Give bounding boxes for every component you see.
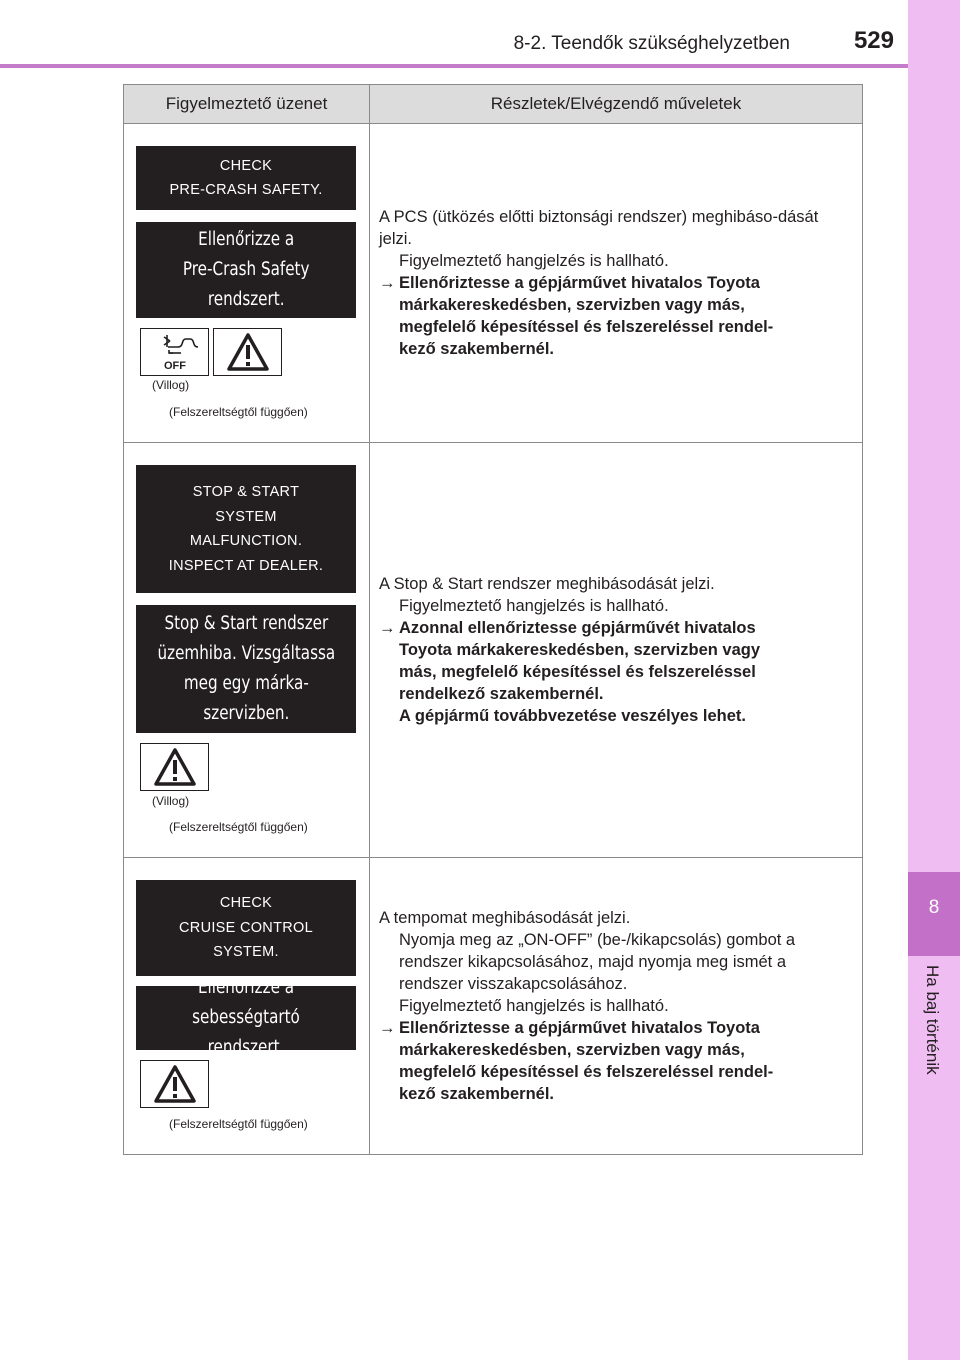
- arrow-icon: →: [379, 274, 396, 292]
- instruction-text: Nyomja meg az „ON-OFF” (be-/kikapcsolás) gombot a rendszer kikapcsolásához, majd nyomja meg ismét a rendszer visszakapcsolásához.: [399, 931, 796, 993]
- action-text: Azonnal ellenőriztesse gépjárművét hivatalos Toyota márkakereskedésben, szervizben vagy más, megfelelő képesítéssel és felszereléssel rendelkező szakembernél. A gépjármű továbbvezetése veszélyes lehet.: [399, 619, 761, 725]
- master-warning-indicator: [213, 328, 282, 376]
- equipment-note: (Felszereltségtől függően): [169, 405, 308, 419]
- display-message-hungarian: Ellenőrizze a sebességtartó rendszert.: [136, 986, 356, 1050]
- display-message-english: STOP & START SYSTEM MALFUNCTION. INSPECT AT DEALER.: [136, 465, 356, 593]
- chapter-side-tab: [908, 0, 960, 1360]
- table-header-row: [124, 85, 863, 124]
- table-row: [124, 124, 863, 443]
- equipment-note: (Felszereltségtől függően): [169, 820, 308, 834]
- table-row: [124, 443, 863, 858]
- column-header-message: Figyelmeztető üzenet: [124, 85, 370, 124]
- equipment-note: (Felszereltségtől függően): [169, 1117, 308, 1131]
- warning-triangle-icon: [153, 747, 197, 787]
- display-message-english: CHECK PRE-CRASH SAFETY.: [136, 146, 356, 210]
- beep-note: Figyelmeztető hangjelzés is hallható.: [399, 997, 669, 1015]
- action-line: [379, 1017, 846, 1105]
- warning-triangle-icon: [153, 1064, 197, 1104]
- blink-note: (Villog): [152, 794, 190, 808]
- master-warning-indicator: [140, 1060, 209, 1108]
- details-cell: [370, 858, 863, 1155]
- details-cell: [370, 443, 863, 858]
- column-header-details: Részletek/Elvégzendő műveletek: [370, 85, 863, 124]
- warning-message-cell: [124, 858, 370, 1155]
- pcs-off-indicator: [140, 328, 209, 376]
- beep-note: Figyelmeztető hangjelzés is hallható.: [399, 597, 669, 615]
- warning-message-table: [123, 84, 863, 1155]
- blink-note: (Villog): [152, 378, 190, 392]
- details-cell: [370, 124, 863, 443]
- page-number: 529: [853, 27, 894, 54]
- arrow-icon: →: [379, 1019, 396, 1037]
- description-text: A Stop & Start rendszer meghibásodását jelzi.: [379, 575, 715, 593]
- action-text: Ellenőriztesse a gépjárművet hivatalos Toyota márkakereskedésben, szervizben vagy más, megfelelő képesítéssel és felszereléssel rendel- kező szakembernél.: [399, 1019, 774, 1103]
- header-rule: [0, 64, 908, 68]
- warning-message-cell: [124, 124, 370, 443]
- display-message-english: CHECK CRUISE CONTROL SYSTEM.: [136, 880, 356, 976]
- warning-message-cell: [124, 443, 370, 858]
- action-line: [379, 617, 846, 727]
- action-text: Ellenőriztesse a gépjárművet hivatalos Toyota márkakereskedésben, szervizben vagy más, megfelelő képesítéssel és felszereléssel rendel- kező szakembernél.: [399, 274, 774, 358]
- display-message-hungarian: Stop & Start rendszer üzemhiba. Vizsgáltassa meg egy márka- szervizben.: [136, 605, 356, 733]
- beep-note: Figyelmeztető hangjelzés is hallható.: [399, 252, 669, 270]
- chapter-number: 8: [928, 897, 940, 918]
- action-line: [379, 272, 846, 360]
- display-message-hungarian: Ellenőrizze a Pre-Crash Safety rendszert.: [136, 222, 356, 318]
- master-warning-indicator: [140, 743, 209, 791]
- arrow-icon: →: [379, 619, 396, 637]
- chapter-label: Ha baj történik: [923, 965, 942, 1075]
- table-row: [124, 858, 863, 1155]
- description-text: A PCS (ütközés előtti biztonsági rendszer) meghibáso-dását jelzi.: [379, 208, 819, 248]
- header-title: 8-2. Teendők szükséghelyzetben: [513, 33, 790, 54]
- pre-crash-off-icon: [147, 331, 203, 373]
- svg-text:OFF: OFF: [163, 360, 186, 372]
- description-text: A tempomat meghibásodását jelzi.: [379, 909, 631, 927]
- warning-triangle-icon: [226, 332, 270, 372]
